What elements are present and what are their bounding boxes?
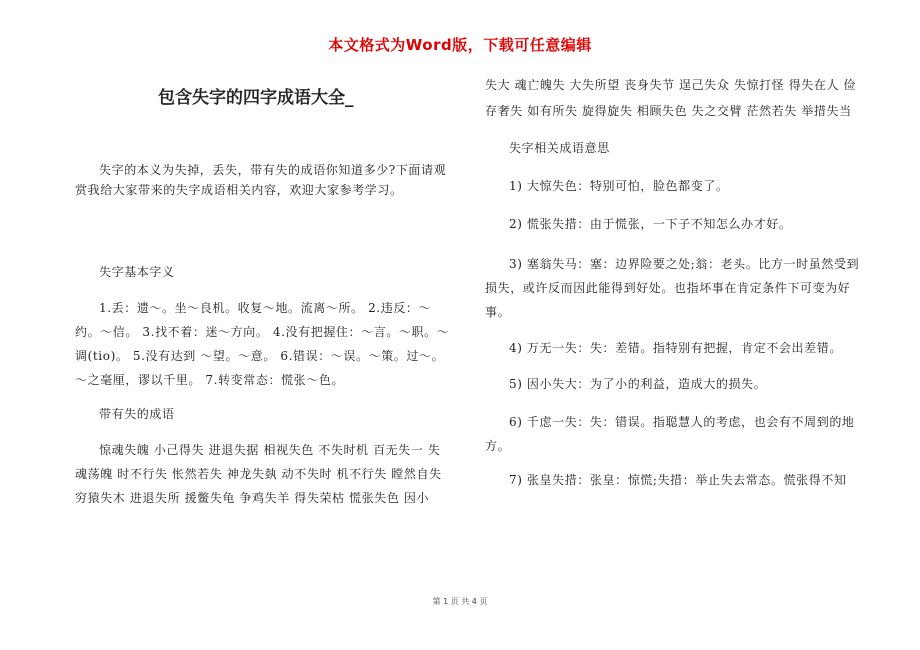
document-title: 包含失字的四字成语大全_	[158, 88, 354, 108]
meaning-item: 2) 慌张失措：由于慌张，一下子不知怎么办才好。	[509, 217, 792, 231]
meanings-heading: 失字相关成语意思	[509, 141, 610, 155]
basic-meaning-heading: 失字基本字义	[99, 265, 175, 279]
right-column	[485, 72, 860, 490]
idioms-list-continued: 失大 魂亡魄失 大失所望 丧身失节 逞己失众 失惊打怪 得失在人 俭存奢失 如有所失 旋得旋失 相顾失色 失之交臂 茫然若失 举措失当	[485, 78, 857, 118]
meaning-item: 1) 大惊失色：特别可怕，脸色都变了。	[509, 179, 729, 193]
meaning-item: 3) 塞翁失马：塞：边界险要之处;翁：老头。比方一时虽然受到损失，或许反而因此能得到好处。也指坏事在肯定条件下可变为好事。	[485, 257, 860, 319]
format-banner: 本文格式为Word版，下载可任意编辑	[328, 36, 592, 54]
meaning-item: 6) 千虑一失：失：错误。指聪慧人的考虑，也会有不周到的地方。	[485, 415, 855, 453]
basic-meaning-text: 1.丢：遗～。坐～良机。收复～地。流离～所。 2.违反：～约。～信。 3.找不着：迷～方向。 4.没有把握住：～言。～职。～调(tio)。 5.没有达到 ～望。～意。 6.错误：～误。～策。过～。～之毫厘，谬以千里。 7.转变常态：慌张～色。	[75, 301, 450, 387]
idioms-heading: 带有失的成语	[99, 407, 175, 421]
left-column	[75, 160, 451, 510]
meaning-item: 7) 张皇失措：张皇：惊慌;失措：举止失去常态。慌张得不知	[509, 473, 847, 487]
intro-paragraph: 失字的本义为失掉，丢失，带有失的成语你知道多少?下面请观赏我给大家带来的失字成语相关内容，欢迎大家参考学习。	[75, 163, 447, 197]
idioms-list: 惊魂失魄 小己得失 进退失据 相视失色 不失时机 百无失一 失魂荡魄 时不行失 怅然若失 神龙失埶 动不失时 机不行失 瞠然自失 穷猿失木 进退失所 援鳖失龟 争鸡失羊 得失荣枯 慌张失色 因小	[75, 443, 442, 505]
meaning-item: 5) 因小失大：为了小的利益，造成大的损失。	[509, 377, 767, 391]
meaning-item: 4) 万无一失：失：差错。指特别有把握，肯定不会出差错。	[509, 341, 842, 355]
page-number: 第 1 页 共 4 页	[432, 597, 488, 606]
